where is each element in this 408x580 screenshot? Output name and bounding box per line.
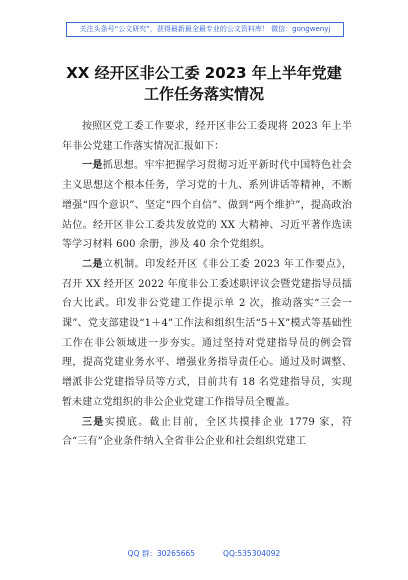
paragraph-1-lead: 一是 xyxy=(82,160,103,172)
paragraph-2-text: 立机制。印发经开区《非公工委 2023 年工作要点》，召开 XX 经开区 2022 年度非公工委述职评议会暨党建指导员擂台大比武。印发非公党建工作提示单 2 次，推动落实“三会一课”、党支部建设“1＋4”工作法和组织生活“5＋X”模式等基础性工作在非公领域进一步夯实。通过坚持对党建指导员的例会管理，提高党建业务水平、增强业务指导责任心。通过及时调整、增派非公党建指导员等方式，目前共有 18 名党建指导员，实现暂未建立党组织的非公企业党建工作指导员全覆盖。 xyxy=(62,258,352,408)
paragraph-1-text: 抓思想。牢牢把握学习贯彻习近平新时代中国特色社会主义思想这个根本任务，学习党的十九、系列讲话等精神，不断增强“四个意识”、坚定“四个自信”、做到“两个维护”，提高政治站位。经开区非公工委共发放党的 XX 大精神、习近平著作选读等学习材料 600 余册，涉及 40 余个党组织。 xyxy=(62,160,352,251)
paragraph-3-lead: 三是 xyxy=(82,416,105,428)
document-body xyxy=(62,117,352,452)
paragraph-2-lead: 二是 xyxy=(82,258,104,270)
title-line-2: 工作任务落实情况 xyxy=(143,85,264,103)
top-banner xyxy=(66,22,344,37)
paragraph-1 xyxy=(62,156,352,255)
intro-paragraph: 按照区党工委工作要求，经开区非公工委现将 2023 年上半年非公党建工作落实情况汇报如下： xyxy=(62,121,352,152)
title-line-1: XX 经开区非公工委 2023 年上半年党建 xyxy=(66,64,342,82)
footer-qq: QQ:535304092 xyxy=(223,549,281,558)
document-title xyxy=(40,63,368,105)
footer xyxy=(0,548,408,559)
paragraph-3 xyxy=(62,413,352,452)
paragraph-2 xyxy=(62,255,352,413)
paragraph-3-text: 实摸底。截止目前，全区共摸排企业 1779 家，符合“三有”企业条件纳入全省非公企业和社会组织党建工 xyxy=(62,416,352,448)
banner-text: 关注头条号“公文研究”，获得最新最全最专业的公文资料库！ 微信：gongwenyj xyxy=(79,25,331,33)
footer-qq-group: QQ 群：30265665 xyxy=(127,549,196,558)
